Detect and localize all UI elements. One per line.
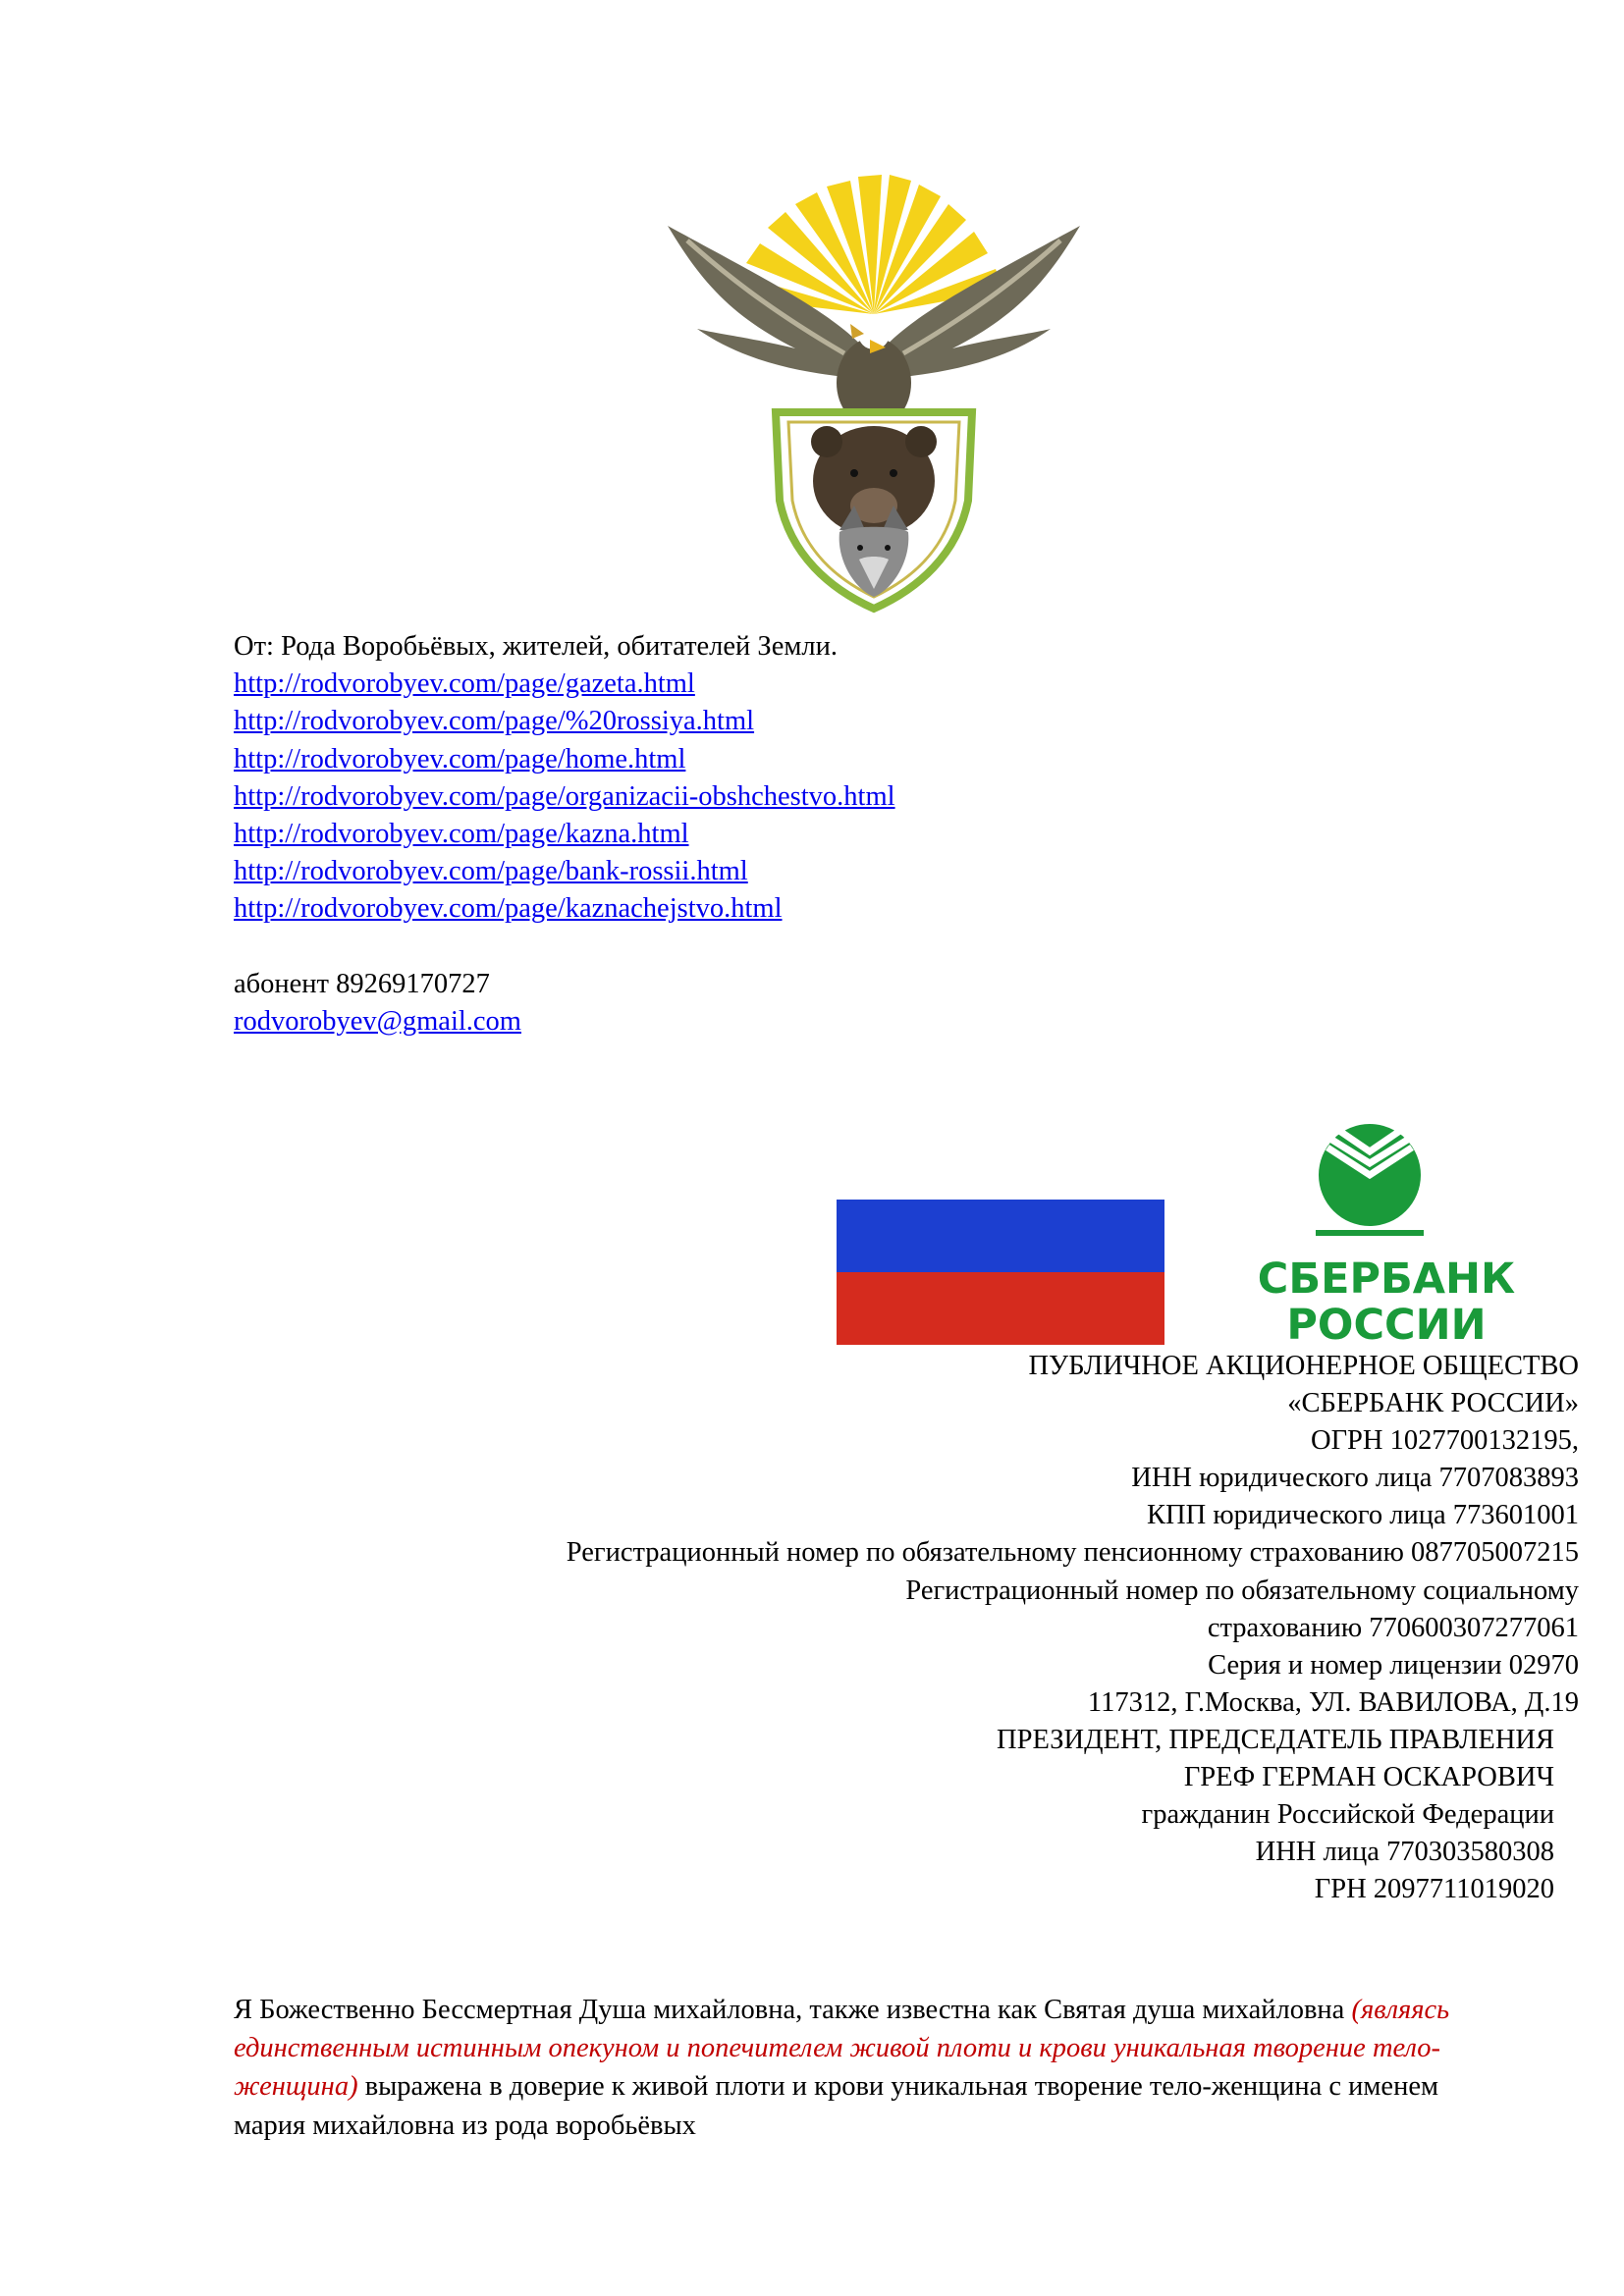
link-organizacii-obshchestvo[interactable]: http://rodvorobyev.com/page/organizacii-obshchestvo.html xyxy=(234,780,895,812)
spacer xyxy=(234,929,1314,966)
recipient-block xyxy=(204,1348,1579,1908)
flag-red-stripe xyxy=(837,1272,1164,1345)
body-text-part1: Я Божественно Бессмертная Душа михайловна, также известна как Святая душа михайловна xyxy=(234,1995,1352,2025)
russian-flag-icon xyxy=(837,1200,1164,1345)
recipient-line: Регистрационный номер по обязательному пенсионному страхованию 087705007215 xyxy=(566,1537,1579,1569)
sberbank-name-line1: СБЕРБАНК xyxy=(1257,1255,1516,1304)
sberbank-name-line2: РОССИИ xyxy=(1286,1301,1487,1350)
link-rossiya[interactable]: http://rodvorobyev.com/page/%20rossiya.html xyxy=(234,706,755,737)
recipient-line: «СБЕРБАНК РОССИИ» xyxy=(1287,1388,1579,1419)
sberbank-logo-icon xyxy=(1306,1114,1434,1242)
sender-block xyxy=(234,628,1314,1041)
link-bank-rossii[interactable]: http://rodvorobyev.com/page/bank-rossii.html xyxy=(234,856,748,887)
recipient-line: страхованию 770600307277061 xyxy=(1207,1612,1579,1643)
president-line: гражданин Российской Федерации xyxy=(1141,1799,1554,1831)
recipient-line: Регистрационный номер по обязательному социальному xyxy=(905,1575,1579,1606)
rod-emblem-logo xyxy=(658,167,1090,618)
link-kaznachejstvo[interactable]: http://rodvorobyev.com/page/kaznachejstvo.html xyxy=(234,893,783,925)
body-paragraph xyxy=(234,1991,1510,2145)
sender-from-line: От: Рода Воробьёвых, жителей, обитателей Земли. xyxy=(234,631,838,662)
recipient-line: ИНН юридического лица 7707083893 xyxy=(1131,1463,1579,1494)
president-line: ГРН 2097711019020 xyxy=(1314,1874,1554,1905)
president-line: ИНН лица 770303580308 xyxy=(1255,1837,1554,1868)
sender-email-link[interactable]: rodvorobyev@gmail.com xyxy=(234,1005,521,1037)
recipient-line: ПУБЛИЧНОЕ АКЦИОНЕРНОЕ ОБЩЕСТВО xyxy=(1028,1351,1579,1381)
link-gazeta[interactable]: http://rodvorobyev.com/page/gazeta.html xyxy=(234,668,695,700)
recipient-line: Серия и номер лицензии 02970 xyxy=(1208,1649,1579,1681)
link-kazna[interactable]: http://rodvorobyev.com/page/kazna.html xyxy=(234,819,689,850)
body-text-red-italic: (являясь единственным истинным опекуном и попечителем живой плоти и крови уникальная творение тело-женщина) xyxy=(234,1995,1450,2103)
recipient-line: ОГРН 1027700132195, xyxy=(1311,1425,1579,1457)
recipient-line: 117312, Г.Москва, УЛ. ВАВИЛОВА, Д.19 xyxy=(1087,1686,1579,1718)
flag-blue-stripe xyxy=(837,1200,1164,1272)
sberbank-wordmark xyxy=(1239,1256,1534,1349)
recipient-line: КПП юридического лица 773601001 xyxy=(1147,1500,1579,1531)
president-line: ПРЕЗИДЕНТ, ПРЕДСЕДАТЕЛЬ ПРАВЛЕНИЯ xyxy=(997,1724,1554,1755)
body-text-part2: выражена в доверие к живой плоти и крови уникальная творение тело-женщина с именем мария михайловна из рода воробьёвых xyxy=(234,2071,1439,2141)
link-home[interactable]: http://rodvorobyev.com/page/home.html xyxy=(234,743,686,774)
sender-phone: абонент 89269170727 xyxy=(234,968,490,999)
president-line: ГРЕФ ГЕРМАН ОСКАРОВИЧ xyxy=(1183,1762,1554,1793)
